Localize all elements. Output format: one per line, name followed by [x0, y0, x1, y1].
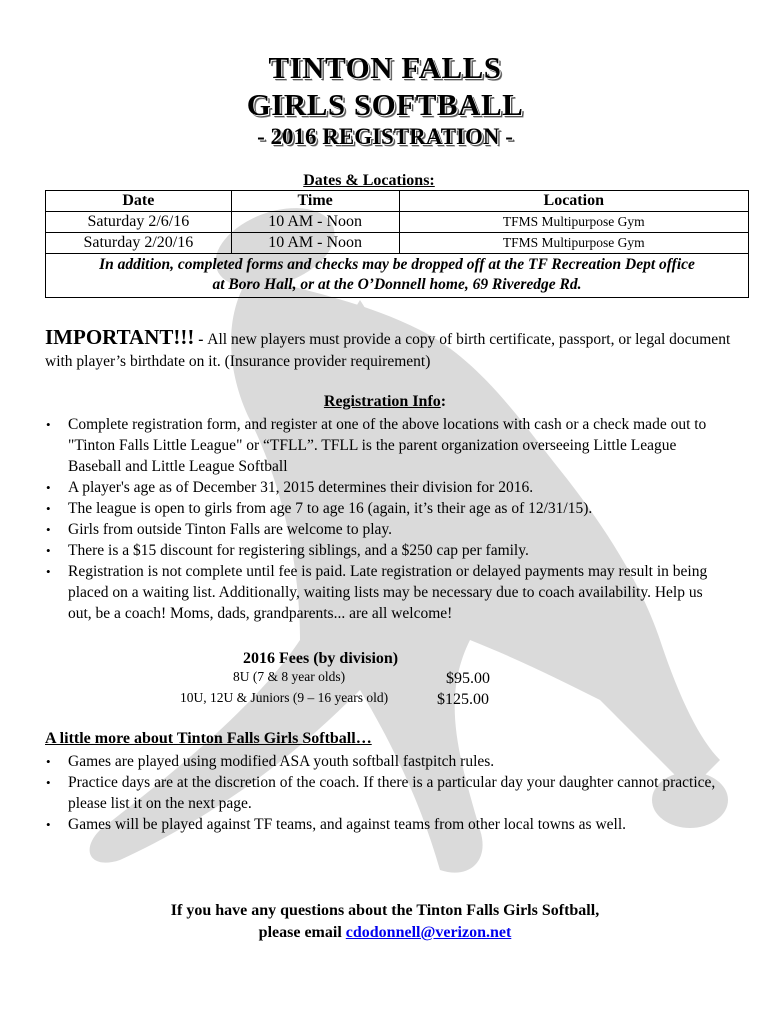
list-item-text: Games will be played against TF teams, and against teams from other local towns as well. — [68, 816, 627, 833]
dropoff-note-line-1: In addition, completed forms and checks may be dropped off at the TF Recreation Dept office — [99, 256, 695, 273]
list-item-text: Registration is not complete until fee is paid. Late registration or delayed payments may result in being placed on a waiting list. Additionally, waiting lists may be necessary due to coach availability. Help us out, be a coach! Moms, dads, grandparents... are all welcome! — [68, 563, 708, 622]
list-item-text: Complete registration form, and register at one of the above locations with cash or a check made out to "Tinton Falls Little League" or “TFLL”. TFLL is the parent organization overseeing Little League Baseball and Little League Softball — [68, 416, 707, 475]
bullet-icon: • — [46, 501, 51, 516]
location-cell: TFMS Multipurpose Gym — [399, 212, 749, 233]
schedule-header-row — [46, 191, 749, 212]
table-row — [46, 233, 749, 254]
time-cell: 10 AM - Noon — [231, 233, 399, 254]
list-item-text: Girls from outside Tinton Falls are welcome to play. — [68, 521, 393, 538]
contact-info — [0, 900, 770, 944]
list-item — [46, 519, 726, 540]
list-item — [46, 414, 726, 477]
contact-prefix: please email — [258, 924, 346, 941]
contact-line-1: If you have any questions about the Tinton Falls Girls Softball, — [170, 902, 600, 919]
registration-heading — [0, 393, 770, 411]
list-item-text: There is a $15 discount for registering siblings, and a $250 cap per family. — [68, 542, 529, 559]
fee-amount-8u: $95.00 — [446, 670, 490, 687]
fee-amount-older: $125.00 — [437, 691, 489, 708]
schedule-table — [45, 190, 749, 298]
bullet-icon: • — [46, 817, 51, 832]
important-label: IMPORTANT!!! — [45, 325, 195, 349]
contact-line-2 — [0, 922, 770, 944]
list-item-text: A player's age as of December 31, 2015 determines their division for 2016. — [68, 479, 534, 496]
bullet-icon: • — [46, 480, 51, 495]
bullet-icon: • — [46, 754, 51, 769]
registration-heading-colon: : — [440, 393, 447, 410]
dropoff-note — [46, 254, 749, 298]
list-item-text: Practice days are at the discretion of the coach. If there is a particular day your daughter cannot practice, please list it on the next page. — [68, 774, 716, 812]
email-link[interactable]: cdodonnell@verizon.net — [345, 924, 512, 941]
more-about-list — [46, 751, 726, 835]
date-cell: Saturday 2/20/16 — [46, 233, 232, 254]
fees-heading: 2016 Fees (by division) — [243, 650, 399, 667]
bullet-icon: • — [46, 522, 51, 537]
bullet-icon: • — [46, 775, 51, 790]
bullet-icon: • — [46, 543, 51, 558]
list-item — [46, 540, 726, 561]
bullet-icon: • — [46, 417, 51, 432]
dropoff-note-line-2: at Boro Hall, or at the O’Donnell home, 69 Riveredge Rd. — [212, 276, 582, 293]
more-about-heading: A little more about Tinton Falls Girls Softball… — [45, 730, 372, 747]
dropoff-note-row — [46, 254, 749, 298]
title-line-3: - 2016 REGISTRATION - — [257, 124, 513, 149]
table-row — [46, 212, 749, 233]
list-item — [46, 772, 726, 814]
column-header-time: Time — [231, 191, 399, 212]
important-notice — [45, 326, 735, 373]
registration-heading-text: Registration Info — [323, 393, 441, 410]
bullet-icon: • — [46, 564, 51, 579]
fee-label-older: 10U, 12U & Juniors (9 – 16 years old) — [180, 690, 389, 705]
dates-caption: Dates & Locations: — [303, 172, 435, 189]
date-cell: Saturday 2/6/16 — [46, 212, 232, 233]
list-item-text: The league is open to girls from age 7 to age 16 (again, it’s their age as of 12/31/15). — [68, 500, 593, 517]
list-item — [46, 477, 726, 498]
fee-label-8u: 8U (7 & 8 year olds) — [233, 669, 346, 684]
list-item-text: Games are played using modified ASA youth softball fastpitch rules. — [68, 753, 495, 770]
list-item — [46, 751, 726, 772]
time-cell: 10 AM - Noon — [231, 212, 399, 233]
list-item — [46, 561, 726, 624]
location-cell: TFMS Multipurpose Gym — [399, 233, 749, 254]
title-line-2: GIRLS SOFTBALL — [246, 87, 524, 122]
title-line-1: TINTON FALLS — [268, 50, 502, 85]
column-header-location: Location — [399, 191, 749, 212]
important-dash: - — [194, 331, 208, 348]
important-text: All new players must provide a copy of birth certificate, passport, or legal document with player’s birthdate on it. (Insurance provider requirement) — [45, 331, 731, 370]
registration-info-list — [46, 414, 726, 624]
list-item — [46, 814, 726, 835]
column-header-date: Date — [46, 191, 232, 212]
list-item — [46, 498, 726, 519]
